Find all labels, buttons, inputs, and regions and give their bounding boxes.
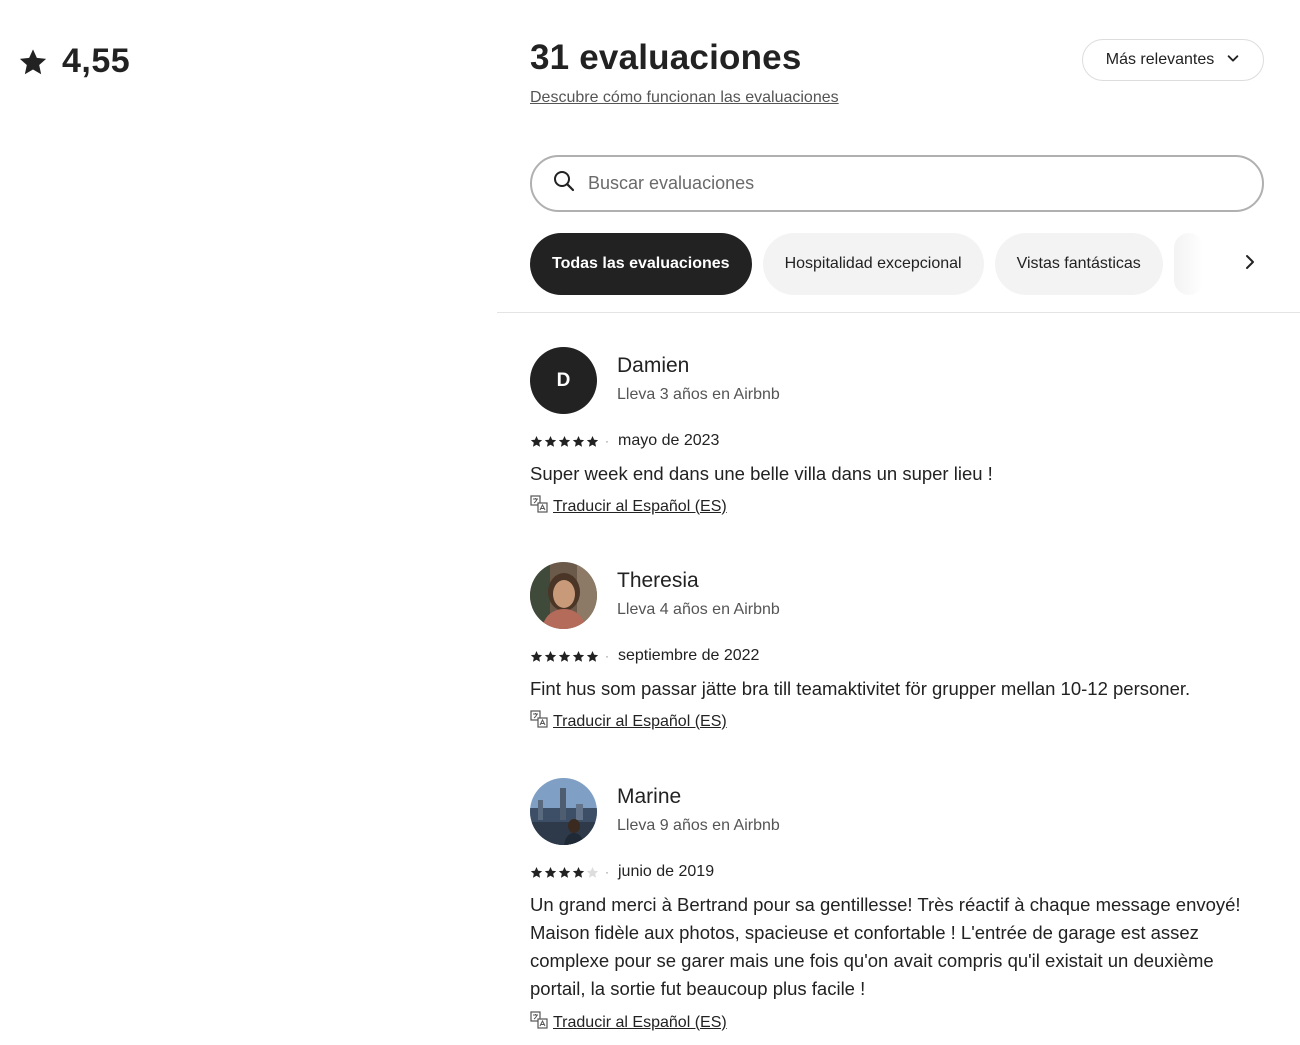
divider [497,312,1300,313]
review-item [530,347,1264,527]
star-filled-icon [558,650,571,663]
star-icon [18,47,48,77]
star-filled-icon [530,866,543,879]
chevron-right-icon [1242,254,1258,275]
review-item [530,562,1264,742]
avatar[interactable] [530,562,597,629]
reviewer-name: Marine [617,785,682,808]
filter-chip-views[interactable]: Vistas fantásticas [995,233,1163,295]
review-meta [530,863,714,881]
translate-link[interactable] [530,495,727,518]
review-date: septiembre de 2022 [618,647,760,664]
star-filled-icon [544,435,557,448]
star-filled-icon [572,435,585,448]
translate-icon [530,1011,548,1034]
star-filled-icon [558,435,571,448]
chevron-down-icon [1226,51,1240,70]
star-rating [530,650,599,663]
translate-label: Traducir al Español (ES) [553,712,727,730]
translate-label: Traducir al Español (ES) [553,497,727,515]
star-rating [530,435,599,448]
next-filters-button[interactable] [1236,233,1264,295]
translate-link[interactable] [530,710,727,733]
review-date: junio de 2019 [618,863,715,880]
reviewer-name: Damien [617,354,690,377]
star-filled-icon [530,650,543,663]
review-text: Un grand merci à Bertrand pour sa gentillesse! Très réactif à chaque message envoyé! Maison fidèle aux photos, spacieuse et confortable ! L'entrée de garage est assez complexe pour se garer mais une fois qu'on avait compris qu'il existait un deuxième portail, la sortie fut beaucoup plus facile ! [530,894,1241,999]
star-filled-icon [530,435,543,448]
review-date: mayo de 2023 [618,432,720,449]
translate-label: Traducir al Español (ES) [553,1013,727,1031]
sort-label: Más relevantes [1105,51,1215,68]
review-meta [530,432,719,450]
sort-dropdown[interactable] [1082,39,1264,81]
review-filter-chips [530,233,1264,295]
star-filled-icon [572,650,585,663]
filter-chip-all[interactable]: Todas las evaluaciones [530,233,752,295]
review-meta [530,647,759,665]
translate-icon [530,710,548,733]
reviewer-tenure: Lleva 4 años en Airbnb [617,601,780,618]
translate-icon [530,495,548,518]
reviewer-name: Theresia [617,569,699,592]
search-icon [552,169,588,198]
separator-dot: · [605,434,609,448]
avatar[interactable]: D [530,347,597,414]
star-filled-icon [544,650,557,663]
reviewer-tenure: Lleva 9 años en Airbnb [617,817,780,834]
separator-dot: · [605,865,609,879]
review-item [530,778,1264,1038]
star-filled-icon [586,650,599,663]
overall-rating-value: 4,55 [62,42,131,80]
star-rating [530,866,599,879]
review-text: Fint hus som passar jätte bra till teamaktivitet för grupper mellan 10-12 personer. [530,678,1191,699]
star-filled-icon [544,866,557,879]
overall-rating [18,42,130,81]
review-text: Super week end dans une belle villa dans un super lieu ! [530,463,993,484]
star-filled-icon [558,866,571,879]
filter-chip-hospitality[interactable]: Hospitalidad excepcional [763,233,984,295]
review-count: 31 evaluaciones [530,38,802,77]
search-reviews-bar[interactable] [530,155,1264,212]
star-empty-icon [586,866,599,879]
search-reviews-input[interactable] [588,173,1208,194]
avatar[interactable] [530,778,597,845]
translate-link[interactable] [530,1011,727,1034]
separator-dot: · [605,649,609,663]
star-filled-icon [586,435,599,448]
filter-chip-overflow[interactable] [1174,233,1204,295]
reviewer-tenure: Lleva 3 años en Airbnb [617,386,780,403]
learn-how-reviews-work-link[interactable]: Descubre cómo funcionan las evaluaciones [530,89,839,106]
star-filled-icon [572,866,585,879]
